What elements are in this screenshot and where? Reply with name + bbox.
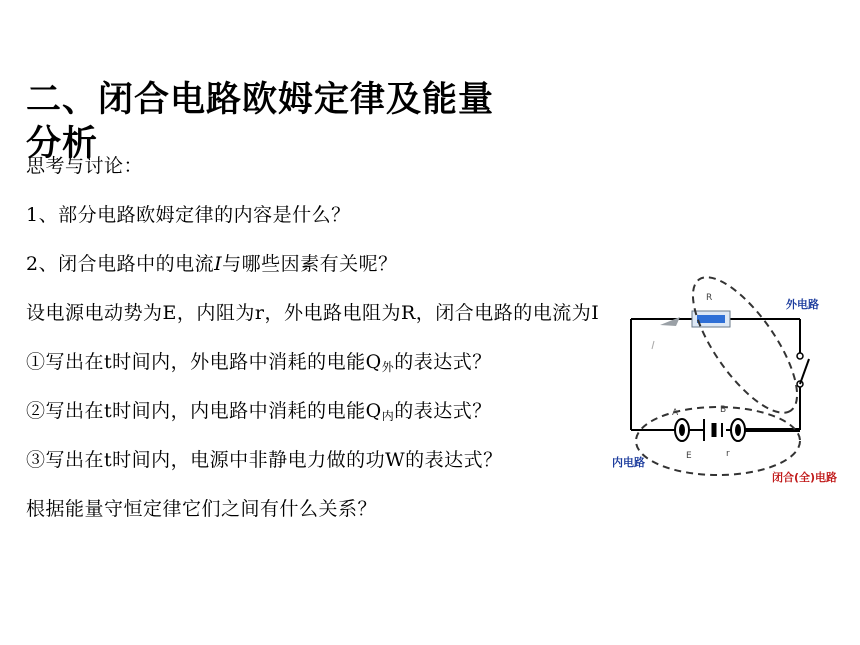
electrode-b-core	[735, 424, 741, 436]
task-3: ③写出在t时间内，电源中非静电力做的功W的表达式？	[26, 449, 503, 471]
question-1: 1、部分电路欧姆定律的内容是什么？	[26, 204, 351, 226]
tick-mark	[652, 341, 654, 349]
task-2-subscript: 内	[381, 409, 395, 423]
task-1-pre: ①写出在t时间内，外电路中消耗的电能Q	[26, 351, 382, 373]
closed-circuit-label: 闭合(全)电路	[772, 471, 838, 484]
task-1-post: 的表达式？	[394, 351, 492, 373]
electrode-a-core	[679, 424, 685, 436]
switch-icon	[797, 353, 809, 387]
inner-circuit-label: 内电路	[612, 456, 645, 469]
task-2-pre: ②写出在t时间内，内电路中消耗的电能Q	[26, 400, 382, 422]
inner-circuit-outline	[636, 407, 800, 475]
task-2-post: 的表达式？	[394, 400, 492, 422]
battery-icon	[704, 419, 722, 441]
label-a: A	[672, 408, 679, 418]
outer-circuit-outline	[675, 262, 816, 427]
label-b: B	[720, 405, 727, 415]
task-2	[26, 399, 492, 428]
outer-circuit-label: 外电路	[786, 298, 819, 311]
question-2-post: 与哪些因素有关呢？	[222, 253, 398, 275]
current-symbol: I	[214, 253, 223, 275]
slide-title: 二、闭合电路欧姆定律及能量分析	[26, 80, 495, 164]
circuit-diagram	[600, 255, 845, 490]
task-1-subscript: 外	[381, 360, 395, 374]
label-r-internal: r	[726, 449, 730, 459]
resistor-core	[697, 315, 725, 323]
energy-question: 根据能量守恒定律它们之间有什么关系？	[26, 498, 378, 520]
label-e: E	[686, 451, 692, 461]
question-2-pre: 2、闭合电路中的电流	[26, 253, 215, 275]
resistor-label: R	[706, 293, 713, 303]
setup-statement: 设电源电动势为E，内阻为r，外电路电阻为R，闭合电路的电流为I	[26, 302, 600, 324]
question-2	[26, 252, 398, 276]
task-1	[26, 350, 492, 379]
discussion-heading: 思考与讨论：	[26, 155, 144, 177]
